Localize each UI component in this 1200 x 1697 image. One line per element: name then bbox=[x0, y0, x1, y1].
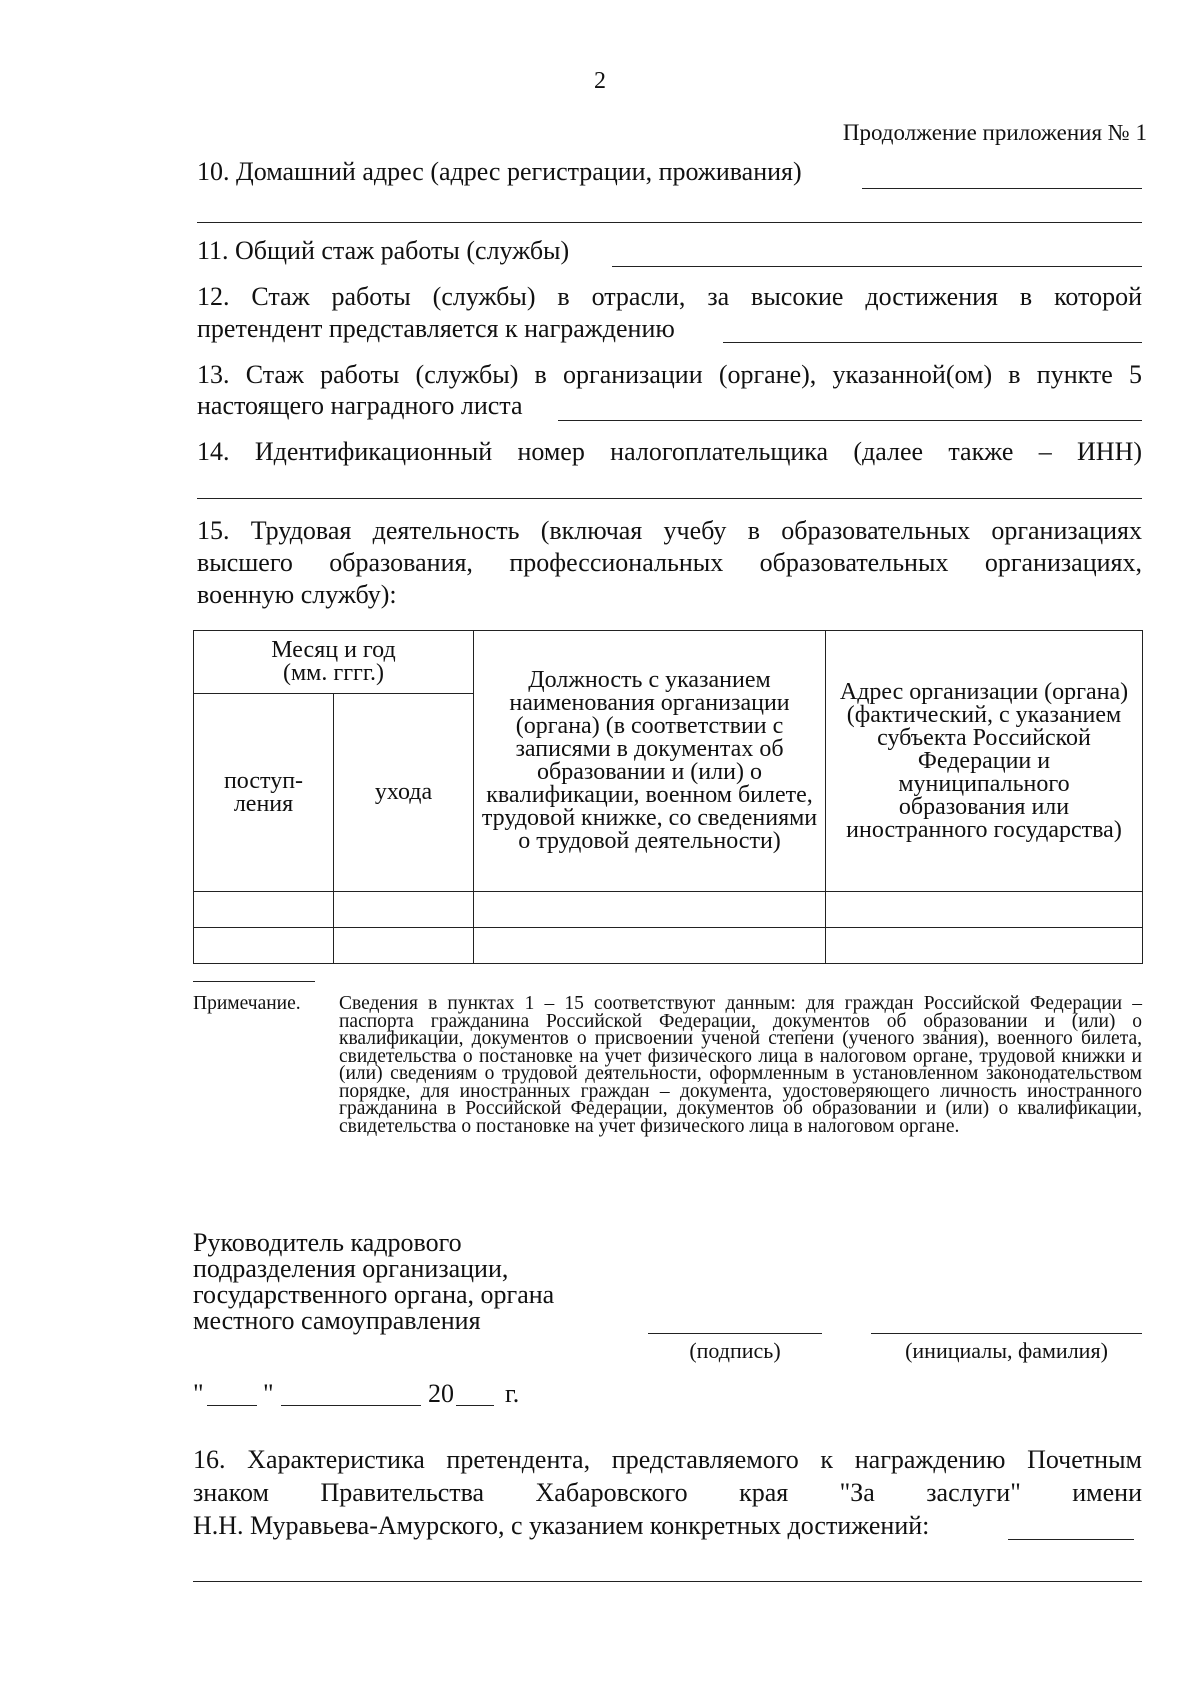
item-11-label: 11. Общий стаж работы (службы) bbox=[197, 236, 570, 265]
date-month-line[interactable] bbox=[281, 1405, 421, 1406]
item-14-fill-line[interactable] bbox=[197, 498, 1142, 499]
header-position bbox=[474, 631, 826, 892]
table-cell[interactable] bbox=[334, 928, 474, 964]
signature-line[interactable] bbox=[648, 1333, 822, 1334]
item-10-label: 10. Домашний адрес (адрес регистрации, проживания) bbox=[197, 157, 802, 186]
date-quote-close: " bbox=[263, 1379, 274, 1408]
date-day-line[interactable] bbox=[207, 1405, 257, 1406]
item-13-line-1: 13. Стаж работы (службы) в организации (органе), указанной(ом) в пункте 5 bbox=[197, 360, 1142, 389]
signature-caption: (подпись) bbox=[689, 1338, 781, 1363]
name-line[interactable] bbox=[871, 1333, 1142, 1334]
note-separator bbox=[193, 981, 315, 982]
table-row bbox=[194, 928, 1143, 964]
table-cell[interactable] bbox=[334, 892, 474, 928]
signatory-line-4: местного самоуправления bbox=[193, 1306, 481, 1335]
item-12-line-1: 12. Стаж работы (службы) в отрасли, за высокие достижения в которой bbox=[197, 282, 1142, 311]
page-number: 2 bbox=[594, 68, 606, 94]
header-address-text: Адрес организации (органа) (фактический, с указанием субъекта Российской Федерации и муниципального образования или иностранного государства) bbox=[839, 678, 1129, 843]
item-15-line-3: военную службу): bbox=[197, 580, 397, 609]
date-quote-open: " bbox=[193, 1379, 204, 1408]
header-exit-text: ухода bbox=[374, 779, 433, 805]
header-entry bbox=[194, 694, 334, 892]
signatory-line-3: государственного органа, органа bbox=[193, 1280, 555, 1309]
table-cell[interactable] bbox=[194, 928, 334, 964]
item-12-line-2: претендент представляется к награждению bbox=[197, 314, 675, 343]
name-caption: (инициалы, фамилия) bbox=[905, 1338, 1108, 1363]
note-label: Примечание. bbox=[193, 993, 301, 1014]
date-year-suffix: г. bbox=[505, 1379, 520, 1408]
item-13-line-2: настоящего наградного листа bbox=[197, 391, 523, 420]
item-16-fill-line-2[interactable] bbox=[193, 1581, 1142, 1582]
item-13-fill-line[interactable] bbox=[558, 420, 1142, 421]
header-entry-text: поступ-ления bbox=[223, 767, 304, 817]
header-month-year bbox=[194, 631, 474, 694]
note-text: Сведения в пунктах 1 – 15 соответствуют данным: для граждан Российской Федерации – паспорта гражданина Российской Федерации, документов об образовании и (или) о квалификации, документов о присвоении ученой степени (ученого звания), военного билета, свидетельства о постановке на учет физического лица в налоговом органе, трудовой книжки и (или) сведениям о трудовой деятельности, оформленным в установленном законодательством порядке, для иностранных граждан – документа, удостоверяющего личность иностранного гражданина в Российской Федерации, документов об образовании и (или) о квалификации, свидетельства о постановке на учет физического лица в налоговом органе. bbox=[339, 993, 1142, 1137]
date-year-prefix: 20 bbox=[428, 1379, 454, 1408]
table-cell[interactable] bbox=[194, 892, 334, 928]
item-16-line-3: Н.Н. Муравьева-Амурского, с указанием конкретных достижений: bbox=[193, 1511, 930, 1540]
table-row bbox=[194, 892, 1143, 928]
header-position-text: Должность с указанием наименования организации (органа) (в соответствии с записями в документах об образовании и (или) о квалификации, военном билете, трудовой книжке, со сведениями о трудовой деятельности) bbox=[481, 667, 818, 854]
item-10-fill-line-2[interactable] bbox=[197, 222, 1142, 223]
item-15-line-1: 15. Трудовая деятельность (включая учебу в образовательных организациях bbox=[197, 516, 1142, 545]
appendix-continuation-note: Продолжение приложения № 1 bbox=[842, 120, 1147, 145]
table-cell[interactable] bbox=[826, 928, 1143, 964]
table-cell[interactable] bbox=[474, 892, 826, 928]
item-14-label: 14. Идентификационный номер налогоплательщика (далее также – ИНН) bbox=[197, 437, 1142, 466]
item-10-fill-line[interactable] bbox=[862, 188, 1142, 189]
item-12-fill-line[interactable] bbox=[723, 342, 1142, 343]
date-year-line[interactable] bbox=[456, 1405, 494, 1406]
header-address bbox=[826, 631, 1143, 892]
item-15-line-2: высшего образования, профессиональных образовательных организациях, bbox=[197, 548, 1142, 577]
table-cell[interactable] bbox=[474, 928, 826, 964]
header-month-year-text: Месяц и год (мм. гггг.) bbox=[271, 637, 396, 686]
signatory-line-2: подразделения организации, bbox=[193, 1254, 509, 1283]
header-exit bbox=[334, 694, 474, 892]
item-16-line-2: знаком Правительства Хабаровского края "За заслуги" имени bbox=[193, 1478, 1142, 1507]
work-history-table bbox=[193, 630, 1143, 964]
item-16-line-1: 16. Характеристика претендента, представляемого к награждению Почетным bbox=[193, 1445, 1142, 1474]
signatory-line-1: Руководитель кадрового bbox=[193, 1228, 462, 1257]
item-16-fill-line[interactable] bbox=[1008, 1539, 1134, 1540]
table-cell[interactable] bbox=[826, 892, 1143, 928]
item-11-fill-line[interactable] bbox=[612, 266, 1142, 267]
